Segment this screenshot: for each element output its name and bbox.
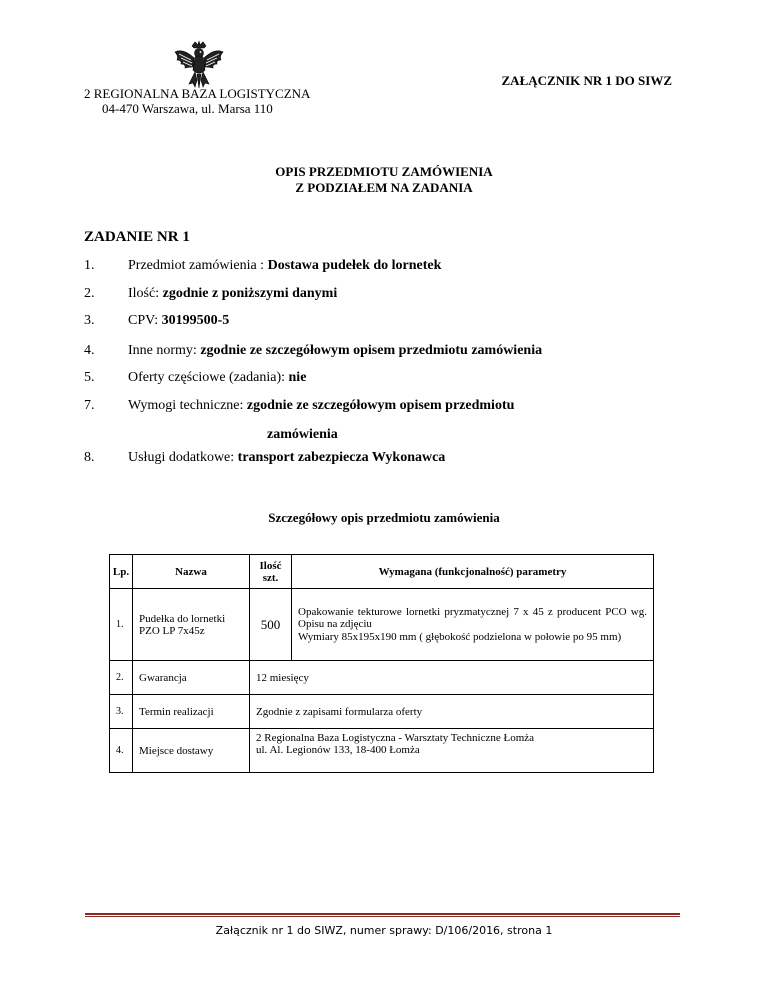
item-label: Inne normy:	[128, 343, 201, 358]
polish-eagle-emblem-icon	[173, 40, 225, 90]
document-title-line1: OPIS PRZEDMIOTU ZAMÓWIENIA	[275, 164, 493, 179]
header-name: Nazwa	[133, 555, 250, 589]
item-label: Oferty częściowe (zadania):	[128, 370, 289, 385]
item-value: 30199500-5	[161, 313, 230, 328]
cell-name-line2: PZO LP 7x45z	[139, 624, 205, 637]
cell-parameters-line1: Opakowanie tekturowe lornetki pryzmatycznej 7 x 45 z producent PCO wg. Opisu na zdjęciu	[298, 605, 647, 631]
cell-name: Gwarancja	[133, 661, 250, 695]
cell-value: Zgodnie z zapisami formularza oferty	[250, 695, 654, 729]
item-value: zgodnie ze szczegółowym opisem przedmiotu	[246, 398, 515, 413]
item-number: 8.	[84, 450, 95, 465]
cell-value: 12 miesięcy	[250, 661, 654, 695]
item-number: 1.	[84, 258, 95, 273]
header-quantity-line2: szt.	[262, 571, 279, 584]
task-heading: ZADANIE NR 1	[84, 229, 190, 245]
cell-lp: 2.	[110, 661, 133, 695]
item-label: Przedmiot zamówienia :	[128, 258, 268, 273]
organization-name: 2 REGIONALNA BAZA LOGISTYCZNA	[84, 86, 311, 101]
detail-section-title: Szczegółowy opis przedmiotu zamówienia	[268, 510, 500, 525]
annex-label: ZAŁĄCZNIK NR 1 DO SIWZ	[501, 73, 672, 88]
item-value: Dostawa pudełek do lornetek	[267, 258, 442, 273]
item-number: 3.	[84, 313, 95, 328]
item-label: Ilość:	[128, 286, 163, 301]
cell-parameters-line2: Wymiary 85x195x190 mm ( głębokość podzielona w połowie po 95 mm)	[298, 630, 622, 643]
organization-address: 04-470 Warszawa, ul. Marsa 110	[102, 101, 273, 116]
cell-name-line1: Pudełka do lornetki	[139, 612, 226, 625]
footer-text: Załącznik nr 1 do SIWZ, numer sprawy: D/106/2016, strona 1	[215, 924, 553, 937]
header-quantity-line1: Ilość	[259, 559, 282, 572]
cell-name: Miejsce dostawy	[133, 729, 250, 773]
table-row	[110, 729, 654, 773]
cell-lp: 1.	[110, 589, 133, 661]
header-lp: Lp.	[110, 555, 133, 589]
header-quantity	[250, 555, 292, 589]
table-row	[110, 589, 654, 661]
document-title-line2: Z PODZIAŁEM NA ZADANIA	[295, 180, 473, 195]
item-value: zgodnie z poniższymi danymi	[162, 286, 338, 301]
cell-lp: 3.	[110, 695, 133, 729]
specification-table	[109, 554, 654, 773]
item-number: 4.	[84, 343, 95, 358]
item-value: transport zabezpiecza Wykonawca	[237, 450, 446, 465]
table-row	[110, 661, 654, 695]
item-number: 5.	[84, 370, 95, 385]
footer-divider	[85, 913, 680, 915]
cell-name	[133, 589, 250, 661]
table-header-row	[110, 555, 654, 589]
footer-divider-thin	[85, 916, 680, 917]
header-parameters: Wymagana (funkcjonalność) parametry	[292, 555, 654, 589]
cell-name: Termin realizacji	[133, 695, 250, 729]
cell-value-line2: ul. Al. Legionów 133, 18-400 Łomża	[256, 744, 420, 756]
cell-lp: 4.	[110, 729, 133, 773]
item-label: CPV:	[128, 313, 162, 328]
item-value: zgodnie ze szczegółowym opisem przedmiotu zamówienia	[200, 343, 543, 358]
table-row	[110, 695, 654, 729]
cell-value	[250, 729, 654, 773]
item-number: 7.	[84, 398, 95, 413]
item-value: nie	[288, 370, 307, 385]
cell-value-line1: 2 Regionalna Baza Logistyczna - Warsztaty Techniczne Łomża	[256, 732, 535, 744]
cell-parameters	[292, 589, 654, 661]
item-label: Usługi dodatkowe:	[128, 450, 238, 465]
item-number: 2.	[84, 286, 95, 301]
item-value-continuation: zamówienia	[267, 427, 338, 442]
item-label: Wymogi techniczne:	[128, 398, 247, 413]
cell-quantity: 500	[250, 589, 292, 661]
